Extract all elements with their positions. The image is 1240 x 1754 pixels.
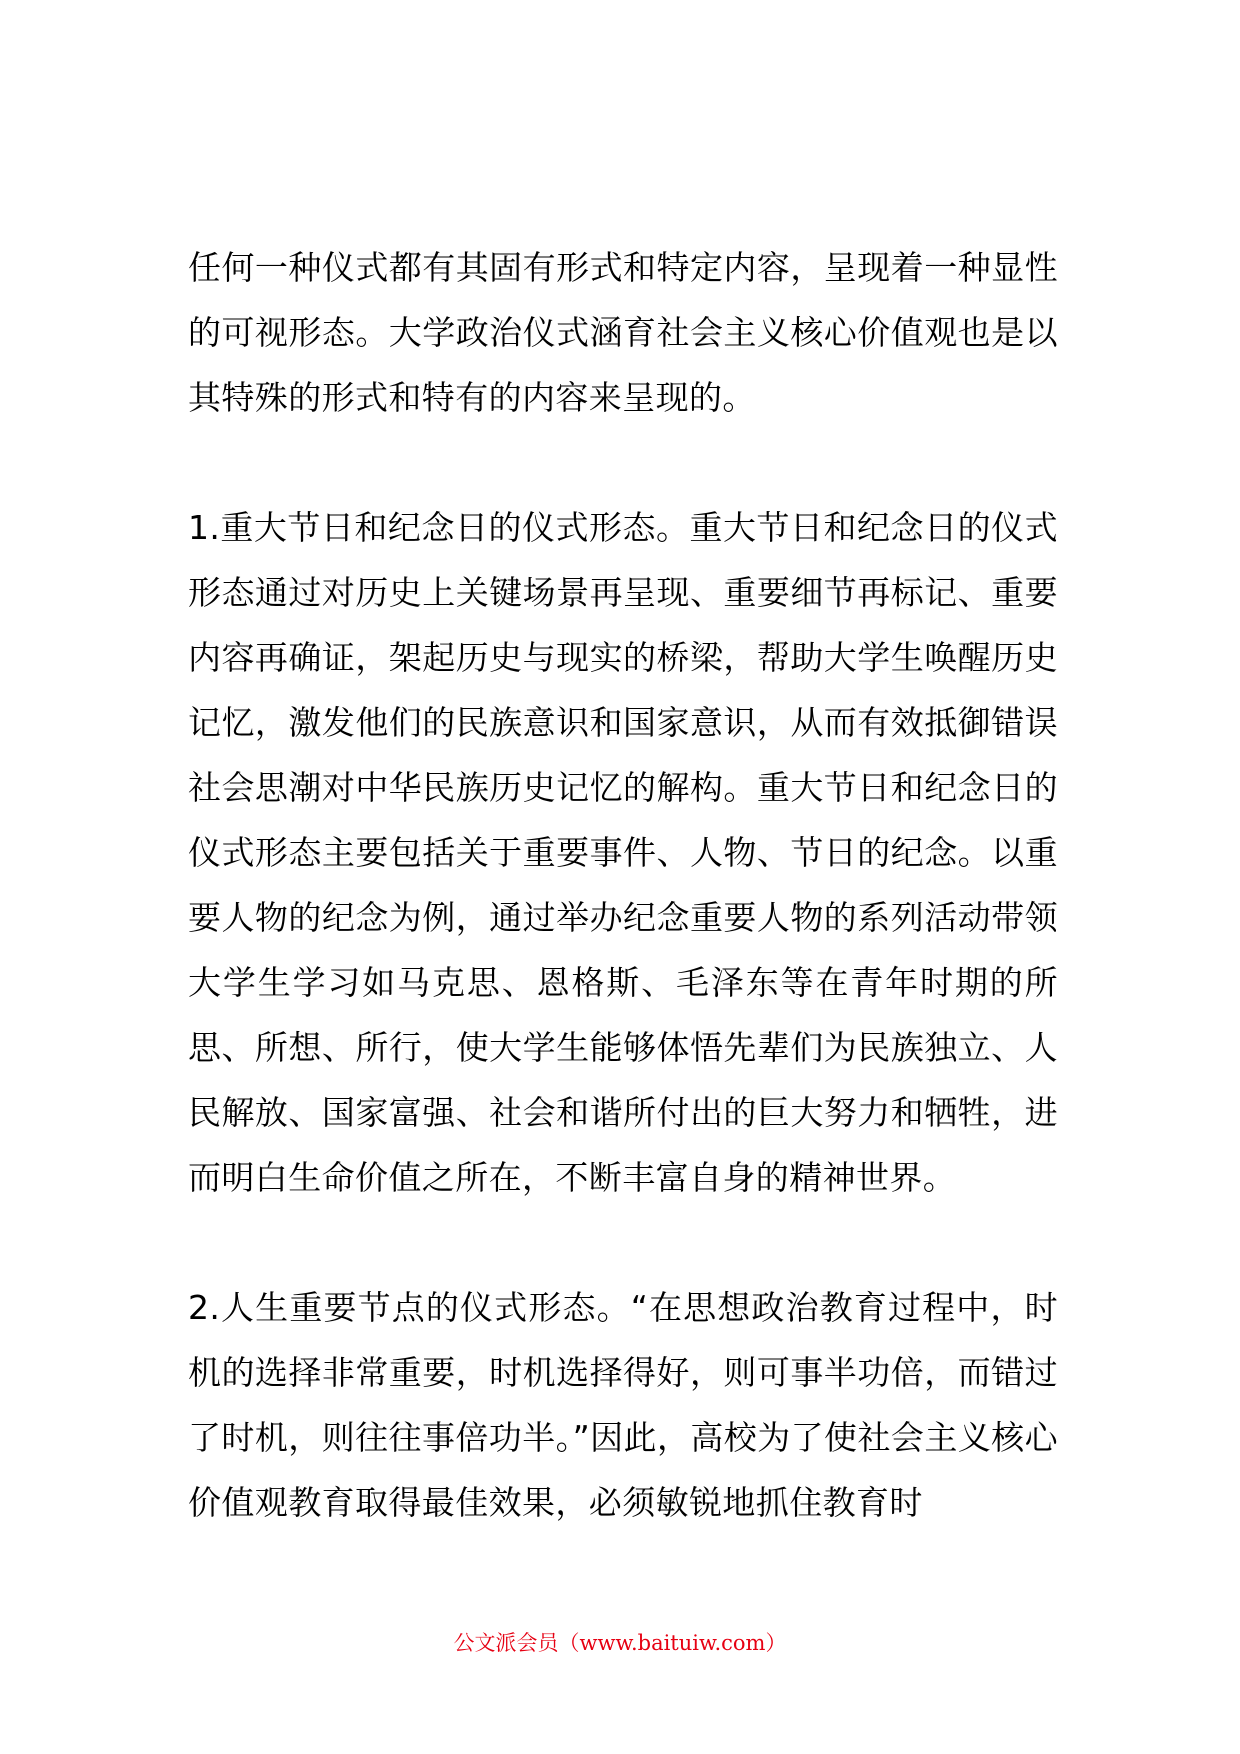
footer-watermark: 公文派会员（www.baituiw.com）: [453, 1631, 787, 1655]
paragraph-intro: 任何一种仪式都有其固有形式和特定内容，呈现着一种显性的可视形态。大学政治仪式涵育社会主义核心价值观也是以其特殊的形式和特有的内容来呈现的。: [188, 248, 1058, 417]
paragraph-section-2: 2.人生重要节点的仪式形态。“在思想政治教育过程中，时机的选择非常重要，时机选择得好，则可事半功倍，而错过了时机，则往往事倍功半。”因此，高校为了使社会主义核心价值观教育取得最佳效果，必须敏锐地抓住教育时: [188, 1288, 1058, 1522]
document-body: [188, 235, 1058, 1535]
paragraph-section-1: 1.重大节日和纪念日的仪式形态。重大节日和纪念日的仪式形态通过对历史上关键场景再呈现、重要细节再标记、重要内容再确证，架起历史与现实的桥梁，帮助大学生唤醒历史记忆，激发他们的民族意识和国家意识，从而有效抵御错误社会思潮对中华民族历史记忆的解构。重大节日和纪念日的仪式形态主要包括关于重要事件、人物、节日的纪念。以重要人物的纪念为例，通过举办纪念重要人物的系列活动带领大学生学习如马克思、恩格斯、毛泽东等在青年时期的所思、所想、所行，使大学生能够体悟先辈们为民族独立、人民解放、国家富强、社会和谐所付出的巨大努力和牺牲，进而明白生命价值之所在，不断丰富自身的精神世界。: [188, 508, 1058, 1197]
